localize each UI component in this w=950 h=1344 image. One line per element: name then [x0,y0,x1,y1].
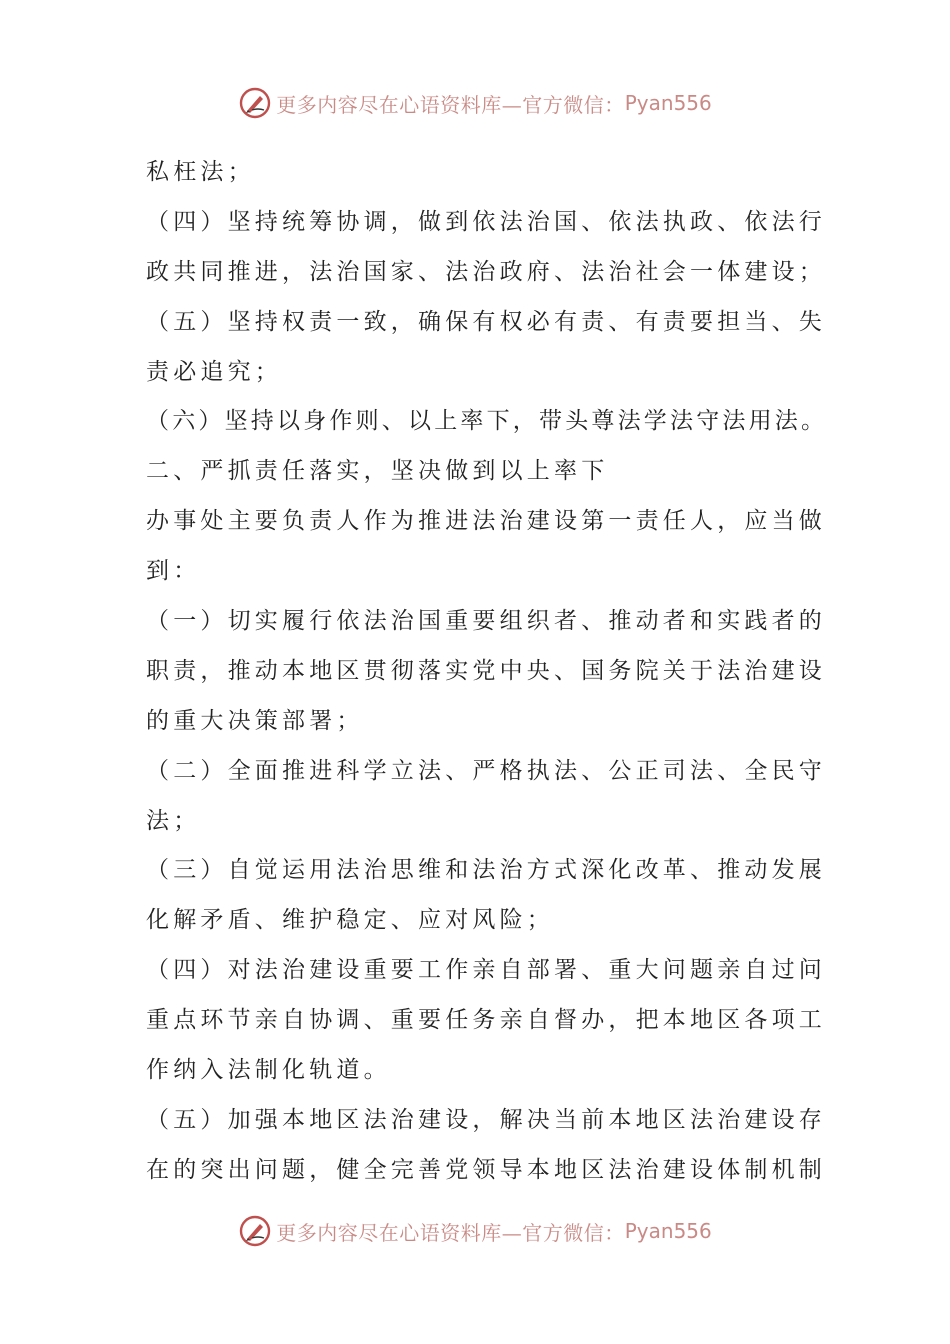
pen-logo-icon [238,1214,272,1248]
text-line: （三）自觉运用法治思维和法治方式深化改革、推动发展 [146,857,826,884]
text-line: （二）全面推进科学立法、严格执法、公正司法、全民守 [146,757,826,784]
footer-watermark [0,1211,950,1251]
text-line: 的重大决策部署； [146,707,364,734]
header-watermark [0,83,950,123]
text-line: 作纳入法制化轨道。 [146,1057,391,1084]
text-line: 私枉法； [146,159,255,185]
document-body [146,148,828,1196]
section-heading: 二、严抓责任落实，坚决做到以上率下 [146,458,609,485]
text-line: 职责，推动本地区贯彻落实党中央、国务院关于法治建设 [146,657,826,684]
watermark-text: 更多内容尽在心语资料库—官方微信： [276,92,625,117]
text-line: （六）坚持以身作则、以上率下，带头尊法学法守法用法。 [146,408,828,435]
text-line: （五）坚持权责一致，确保有权必有责、有责要担当、失 [146,308,826,335]
text-line: 在的突出问题，健全完善党领导本地区法治建设体制机制 [146,1156,826,1183]
pen-logo-icon [238,86,272,120]
text-line: 责必追究； [146,358,282,385]
text-line: 法； [146,807,201,834]
text-line: 重点环节亲自协调、重要任务亲自督办，把本地区各项工 [146,1007,826,1034]
text-line: （四）对法治建设重要工作亲自部署、重大问题亲自过问 [146,957,826,984]
text-line: （五）加强本地区法治建设，解决当前本地区法治建设存 [146,1106,826,1133]
text-line: 办事处主要负责人作为推进法治建设第一责任人，应当做 [146,508,826,535]
text-line: （一）切实履行依法治国重要组织者、推动者和实践者的 [146,608,826,635]
watermark-wechat-id: Pyan556 [624,91,712,115]
text-line: （四）坚持统筹协调，做到依法治国、依法执政、依法行 [146,208,826,235]
text-line: 化解矛盾、维护稳定、应对风险； [146,907,554,934]
text-line: 到： [146,558,201,585]
watermark-text: 更多内容尽在心语资料库—官方微信： [276,1220,625,1245]
text-line: 政共同推进，法治国家、法治政府、法治社会一体建设； [146,258,826,285]
watermark-wechat-id: Pyan556 [624,1219,712,1243]
